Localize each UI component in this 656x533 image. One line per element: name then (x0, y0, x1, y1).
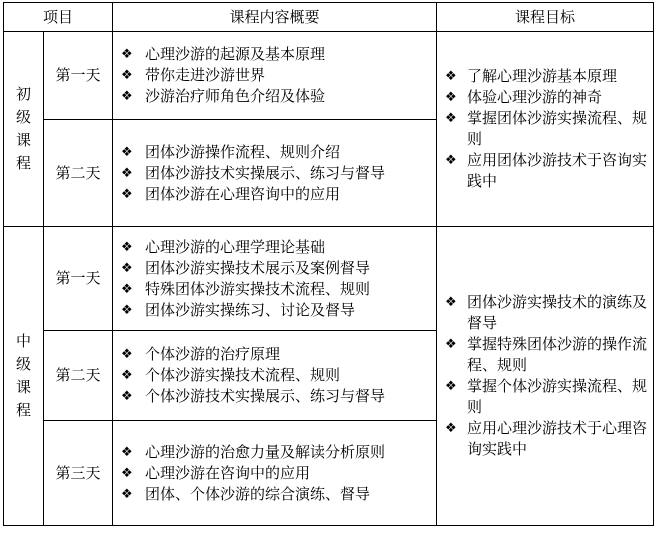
list-item: ❖ 带你走进沙游世界 (121, 66, 266, 84)
diamond-bullet-icon: ❖ (121, 465, 133, 481)
diamond-bullet-icon: ❖ (445, 111, 457, 126)
list-item: ❖ 了解心理沙游基本原理 (445, 67, 618, 85)
diamond-bullet-icon: ❖ (445, 421, 457, 436)
header-row (4, 3, 654, 32)
header-item: 项目 (4, 3, 113, 32)
list-item: ❖ 个体沙游技术实操展示、练习与督导 (121, 387, 386, 405)
list-item: ❖ 团体沙游实操练习、讨论及督导 (121, 300, 356, 319)
primary-goals-cell (437, 32, 654, 227)
list-item: ❖ 团体沙游实操技术展示及案例督导 (121, 258, 371, 277)
list-item: ❖ 团体沙游技术实操展示、练习与督导 (121, 163, 386, 182)
primary-level-label: 初级课程 (15, 85, 31, 172)
diamond-bullet-icon: ❖ (121, 239, 133, 255)
primary-day2-label: 第二天 (44, 120, 113, 227)
course-table (3, 2, 654, 526)
list-item: ❖ 个体沙游的治疗原理 (121, 345, 281, 363)
diamond-bullet-icon: ❖ (445, 153, 457, 168)
primary-day2-content (113, 120, 437, 227)
diamond-bullet-icon: ❖ (445, 379, 457, 394)
list-item: ❖ 团体沙游操作流程、规则介绍 (121, 142, 341, 161)
intermediate-day2-content (113, 331, 437, 421)
intermediate-day3-label: 第三天 (44, 421, 113, 526)
list-item: ❖ 掌握个体沙游实操流程、规则 (445, 377, 648, 416)
primary-level-cell (4, 32, 44, 227)
list-item: ❖ 心理沙游的治愈力量及解读分析原则 (121, 442, 386, 461)
diamond-bullet-icon: ❖ (121, 486, 133, 502)
intermediate-day1-row (4, 227, 654, 331)
list-item: ❖ 应用心理沙游技术于心理咨询实践中 (445, 419, 648, 458)
intermediate-day2-label: 第二天 (44, 331, 113, 421)
primary-day1-row (4, 32, 654, 120)
list-item: ❖ 心理沙游在咨询中的应用 (121, 463, 311, 482)
list-item: ❖ 团体沙游在心理咨询中的应用 (121, 184, 341, 203)
diamond-bullet-icon: ❖ (121, 165, 133, 181)
intermediate-level-label: 中级课程 (15, 332, 31, 419)
diamond-bullet-icon: ❖ (121, 444, 133, 460)
intermediate-day3-content (113, 421, 437, 526)
list-item: ❖ 个体沙游实操技术流程、规则 (121, 366, 341, 384)
intermediate-goals-cell (437, 227, 654, 526)
diamond-bullet-icon: ❖ (121, 260, 133, 276)
list-item: ❖ 团体、个体沙游的综合演练、督导 (121, 484, 371, 503)
diamond-bullet-icon: ❖ (121, 144, 133, 160)
list-item: ❖ 沙游治疗师角色介绍及体验 (121, 87, 326, 105)
diamond-bullet-icon: ❖ (445, 90, 457, 105)
diamond-bullet-icon: ❖ (121, 186, 133, 202)
primary-day1-content (113, 32, 437, 120)
diamond-bullet-icon: ❖ (121, 389, 133, 404)
diamond-bullet-icon: ❖ (445, 337, 457, 352)
list-item: ❖ 应用团体沙游技术于咨询实践中 (445, 151, 648, 190)
header-content: 课程内容概要 (113, 3, 437, 32)
diamond-bullet-icon: ❖ (121, 302, 133, 318)
intermediate-day1-label: 第一天 (44, 227, 113, 331)
diamond-bullet-icon: ❖ (445, 295, 457, 310)
diamond-bullet-icon: ❖ (121, 368, 133, 383)
header-goal: 课程目标 (437, 3, 654, 32)
intermediate-level-cell (4, 227, 44, 526)
list-item: ❖ 体验心理沙游的神奇 (445, 88, 603, 106)
intermediate-day1-content (113, 227, 437, 331)
list-item: ❖ 特殊团体沙游实操技术流程、规则 (121, 279, 371, 298)
diamond-bullet-icon: ❖ (445, 69, 457, 84)
diamond-bullet-icon: ❖ (121, 68, 133, 83)
list-item: ❖ 心理沙游的起源及基本原理 (121, 45, 326, 63)
list-item: ❖ 掌握团体沙游实操流程、规则 (445, 109, 648, 148)
diamond-bullet-icon: ❖ (121, 347, 133, 362)
list-item: ❖ 掌握特殊团体沙游的操作流程、规则 (445, 335, 648, 374)
diamond-bullet-icon: ❖ (121, 47, 133, 62)
diamond-bullet-icon: ❖ (121, 89, 133, 104)
primary-day1-label: 第一天 (44, 32, 113, 120)
list-item: ❖ 团体沙游实操技术的演练及督导 (445, 293, 648, 332)
diamond-bullet-icon: ❖ (121, 281, 133, 297)
list-item: ❖ 心理沙游的心理学理论基础 (121, 237, 326, 256)
